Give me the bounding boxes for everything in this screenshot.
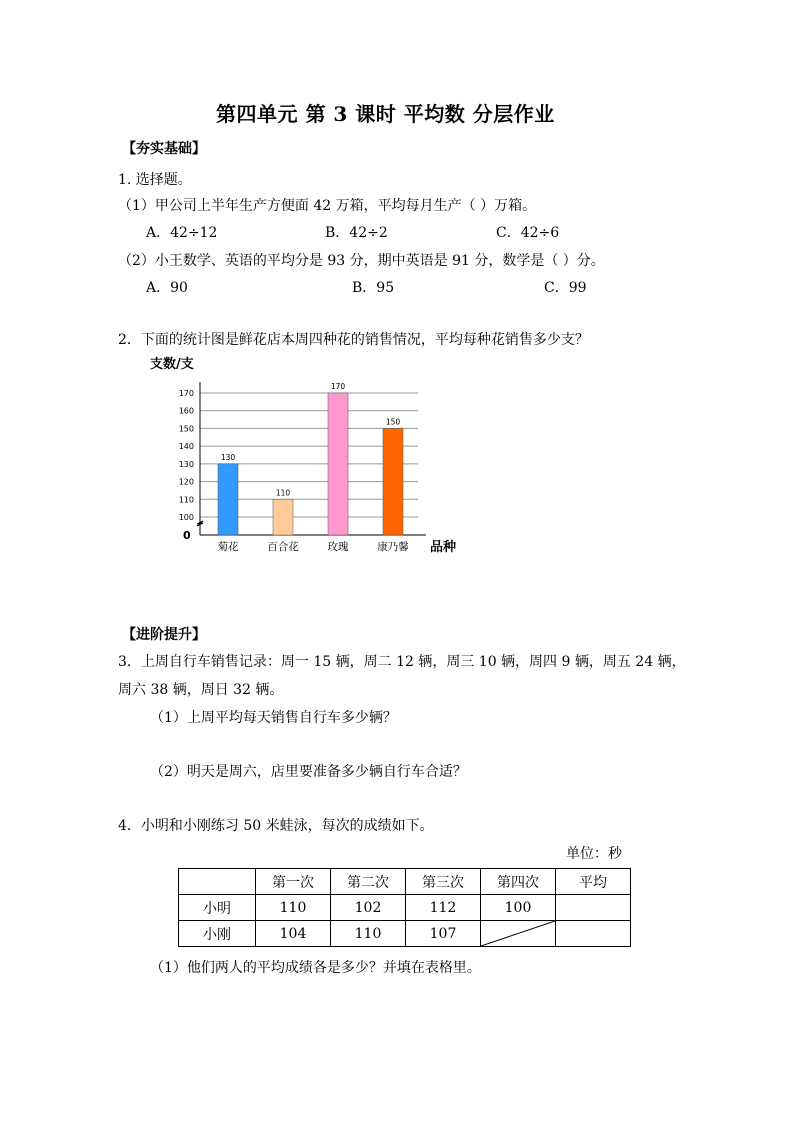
average-answer-cell[interactable]: [556, 895, 631, 921]
q4-unit-label: 单位：秒: [566, 846, 622, 862]
y-zero-label: 0: [183, 529, 191, 542]
page-title: 第四单元 第 3 课时 平均数 分层作业: [216, 102, 555, 126]
q1-part1-option-c: C．42÷6: [496, 225, 560, 241]
y-tick-label: 130: [178, 459, 194, 469]
y-tick-label: 150: [178, 424, 194, 434]
data-label: 170: [330, 382, 346, 391]
section-advanced-heading: 【进阶提升】: [122, 627, 206, 643]
bar-0: [218, 464, 238, 535]
q3-part2-text: （2）明天是周六，店里要准备多少辆自行车合适？: [150, 764, 467, 780]
y-tick-label: 140: [178, 442, 194, 452]
table-header-row: [179, 869, 631, 895]
data-label: 150: [385, 417, 401, 427]
table-header-cell: 第三次: [406, 869, 481, 895]
q3-line2: 周六 38 辆，周日 32 辆。: [118, 682, 284, 698]
table-cell: 102: [331, 895, 406, 921]
q2-text: 2．下面的统计图是鲜花店本周四种花的销售情况，平均每种花销售多少支？: [118, 332, 589, 348]
table-cell: 110: [256, 895, 331, 921]
q1-part2-option-c: C．99: [544, 280, 587, 296]
x-tick-label: 玫瑰: [327, 541, 349, 553]
row-name-cell: 小刚: [179, 921, 256, 947]
q3-part1-text: （1）上周平均每天销售自行车多少辆？: [150, 710, 397, 726]
crossed-out-cell: [481, 921, 556, 947]
table-cell: 107: [406, 921, 481, 947]
table-header-cell: 第二次: [331, 869, 406, 895]
section-basic-heading: 【夯实基础】: [122, 141, 206, 157]
table-header-cell: [179, 869, 256, 895]
bar-3: [383, 428, 403, 535]
data-label: 130: [220, 452, 236, 462]
x-tick-label: 百合花: [267, 541, 299, 553]
swim-score-table: [178, 868, 631, 947]
q1-part2-option-a: A．90: [146, 280, 188, 296]
y-tick-label: 110: [178, 495, 194, 505]
data-label: 110: [275, 488, 291, 498]
q3-line1: 3．上周自行车销售记录：周一 15 辆，周二 12 辆，周三 10 辆，周四 9 辆，周五 24 辆，: [118, 654, 686, 670]
q1-part2-option-b: B．95: [352, 280, 395, 296]
table-cell: 110: [331, 921, 406, 947]
table-cell: 100: [481, 895, 556, 921]
q1-part1-text: （1）甲公司上半年生产方便面 42 万箱，平均每月生产（ ）万箱。: [118, 198, 537, 214]
x-axis-label: 品种: [430, 540, 457, 555]
table-header-cell: 第一次: [256, 869, 331, 895]
q1-part1-option-b: B．42÷2: [325, 225, 388, 241]
table-header-cell: 第四次: [481, 869, 556, 895]
bar-2: [328, 393, 348, 535]
y-tick-label: 100: [178, 513, 194, 522]
table-row: [179, 895, 631, 921]
x-tick-label: 菊花: [217, 541, 239, 553]
bar-1: [273, 499, 293, 535]
row-name-cell: 小明: [179, 895, 256, 921]
y-axis-label: 支数/支: [150, 357, 194, 372]
y-tick-label: 120: [178, 477, 194, 487]
y-tick-label: 170: [178, 389, 194, 398]
diagonal-line: [481, 921, 555, 946]
table-row: [179, 921, 631, 947]
flower-sales-bar-chart: [148, 352, 468, 562]
average-answer-cell[interactable]: [556, 921, 631, 947]
y-tick-label: 160: [178, 406, 194, 416]
q4-part1-text: （1）他们两人的平均成绩各是多少？并填在表格里。: [150, 960, 481, 976]
table-header-cell: 平均: [556, 869, 631, 895]
q1-heading: 1. 选择题。: [118, 172, 192, 188]
x-tick-label: 康乃馨: [377, 541, 409, 553]
table-cell: 104: [256, 921, 331, 947]
q1-part2-text: （2）小王数学、英语的平均分是 93 分，期中英语是 91 分，数学是（ ）分。: [118, 253, 605, 269]
q1-part1-option-a: A．42÷12: [146, 225, 218, 241]
table-cell: 112: [406, 895, 481, 921]
q4-text: 4．小明和小刚练习 50 米蛙泳，每次的成绩如下。: [118, 818, 434, 834]
